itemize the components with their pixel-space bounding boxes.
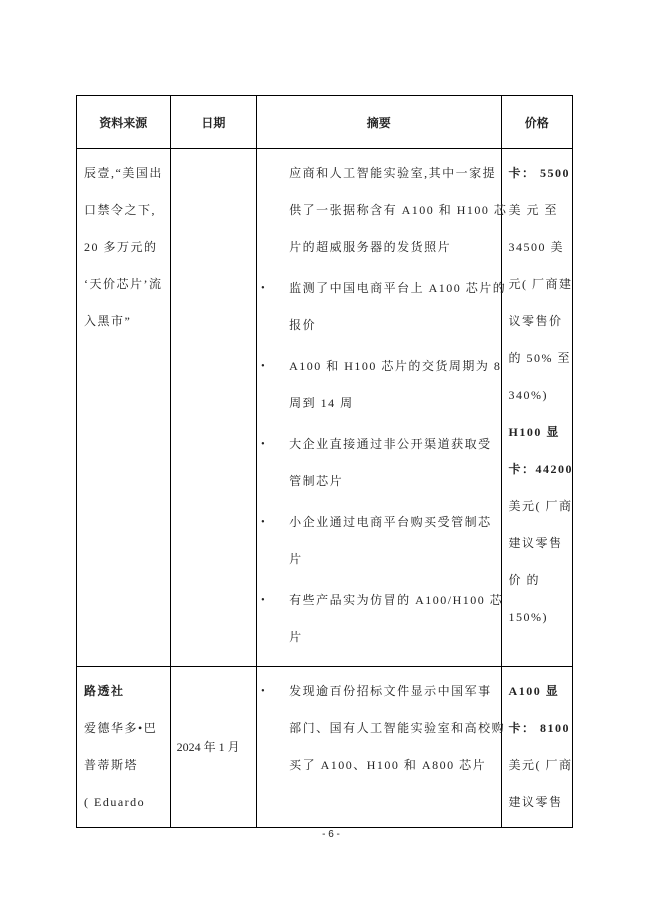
price-cell [501,149,572,667]
page-number: - 6 - [322,829,340,840]
price-table [76,95,573,828]
text-line: 买了 A100、H100 和 A800 芯片 [289,758,487,772]
text-line: 元( 厂商建 [508,277,573,291]
text-line: 小企业通过电商平台购买受管制芯 [289,515,492,529]
header-date: 日期 [170,96,257,149]
bullet-item [257,270,507,344]
text-line: 有些产品实为仿冒的 A100/H100 芯 [289,593,504,607]
date-text: 2024 年 1 月 [176,740,240,754]
bullet-icon: • [261,439,265,450]
header-summary: 摘要 [257,96,501,149]
header-price: 价格 [501,96,572,149]
text-line: 卡：44200 [508,462,574,476]
bullet-text [289,270,512,344]
text-line: 片 [289,552,303,566]
bullet-item [257,426,494,500]
source-cell [77,667,171,828]
text-line: 卡： 8100 [508,721,571,735]
text-line: 34500 美 [508,240,565,254]
bullet-icon: • [261,517,265,528]
text-line: ‘天价芯片’流 [84,277,163,291]
text-line: 路透社 [84,684,125,698]
text-line: 卡： 5500 [508,166,571,180]
date-text [171,149,257,161]
table-row [77,149,573,667]
text-line: 的 50% 至 [508,351,572,365]
header-source: 资料来源 [77,96,171,149]
bullet-icon: • [261,686,265,697]
summary-cell [257,149,508,667]
bullet-text [289,582,509,656]
text-line: 报价 [289,318,317,332]
table-header-row [77,96,573,149]
text-line: 美元( 厂商 [508,758,573,772]
bullet-item [257,504,494,578]
text-line: A100 和 H100 芯片的交货周期为 8 [289,359,502,373]
text-line: 口禁令之下, [84,203,157,217]
text-line: 应商和人工智能实验室,其中一家提 [289,166,497,180]
text-line: 部门、国有人工智能实验室和高校购 [289,721,506,735]
price-cell [501,667,572,828]
text-line: 美元( 厂商 [508,499,573,513]
bullet-icon: • [261,283,265,294]
text-line: A100 显 [508,684,560,698]
bullet-text [289,504,498,578]
bullet-icon: • [261,361,265,372]
bullet-item [257,348,502,422]
text-line: 周到 14 周 [289,396,354,410]
bullet-text [289,426,498,500]
text-line: 管制芯片 [289,474,344,488]
bullet-text [289,673,511,784]
bullet-icon: • [261,595,265,606]
bullet-text [289,348,507,422]
table-row [77,667,573,828]
text-line: 建议零售 [508,795,563,809]
text-line: 美 元 至 [508,203,559,217]
text-line: 辰壹,“美国出 [84,166,163,180]
text-line: 价 的 [508,573,541,587]
text-line: 议零售价 [508,314,563,328]
text-line: 发现逾百份招标文件显示中国军事 [289,684,492,698]
date-cell [170,149,257,667]
summary-continuation [257,155,508,266]
bullet-item [257,673,506,784]
date-cell [170,667,257,828]
source-cell [77,149,171,667]
text-line: 150%) [508,610,549,624]
text-line: 普蒂斯塔 [84,758,139,772]
text-line: 20 多万元的 [84,240,158,254]
text-line: 供了一张据称含有 A100 和 H100 芯 [289,203,508,217]
summary-cell [257,667,506,828]
bullet-item [257,582,504,656]
text-line: 片的超威服务器的发货照片 [289,240,452,254]
text-line: H100 显 [508,425,560,439]
text-line: 大企业直接通过非公开渠道获取受 [289,437,492,451]
text-line: 建议零售 [508,536,563,550]
text-line: 监测了中国电商平台上 A100 芯片的 [289,281,507,295]
text-line: 片 [289,630,303,644]
text-line: 入黑市” [84,314,132,328]
text-line: 340%) [508,388,549,402]
text-line: ( Eduardo [84,795,146,809]
text-line: 爱德华多•巴 [84,721,158,735]
